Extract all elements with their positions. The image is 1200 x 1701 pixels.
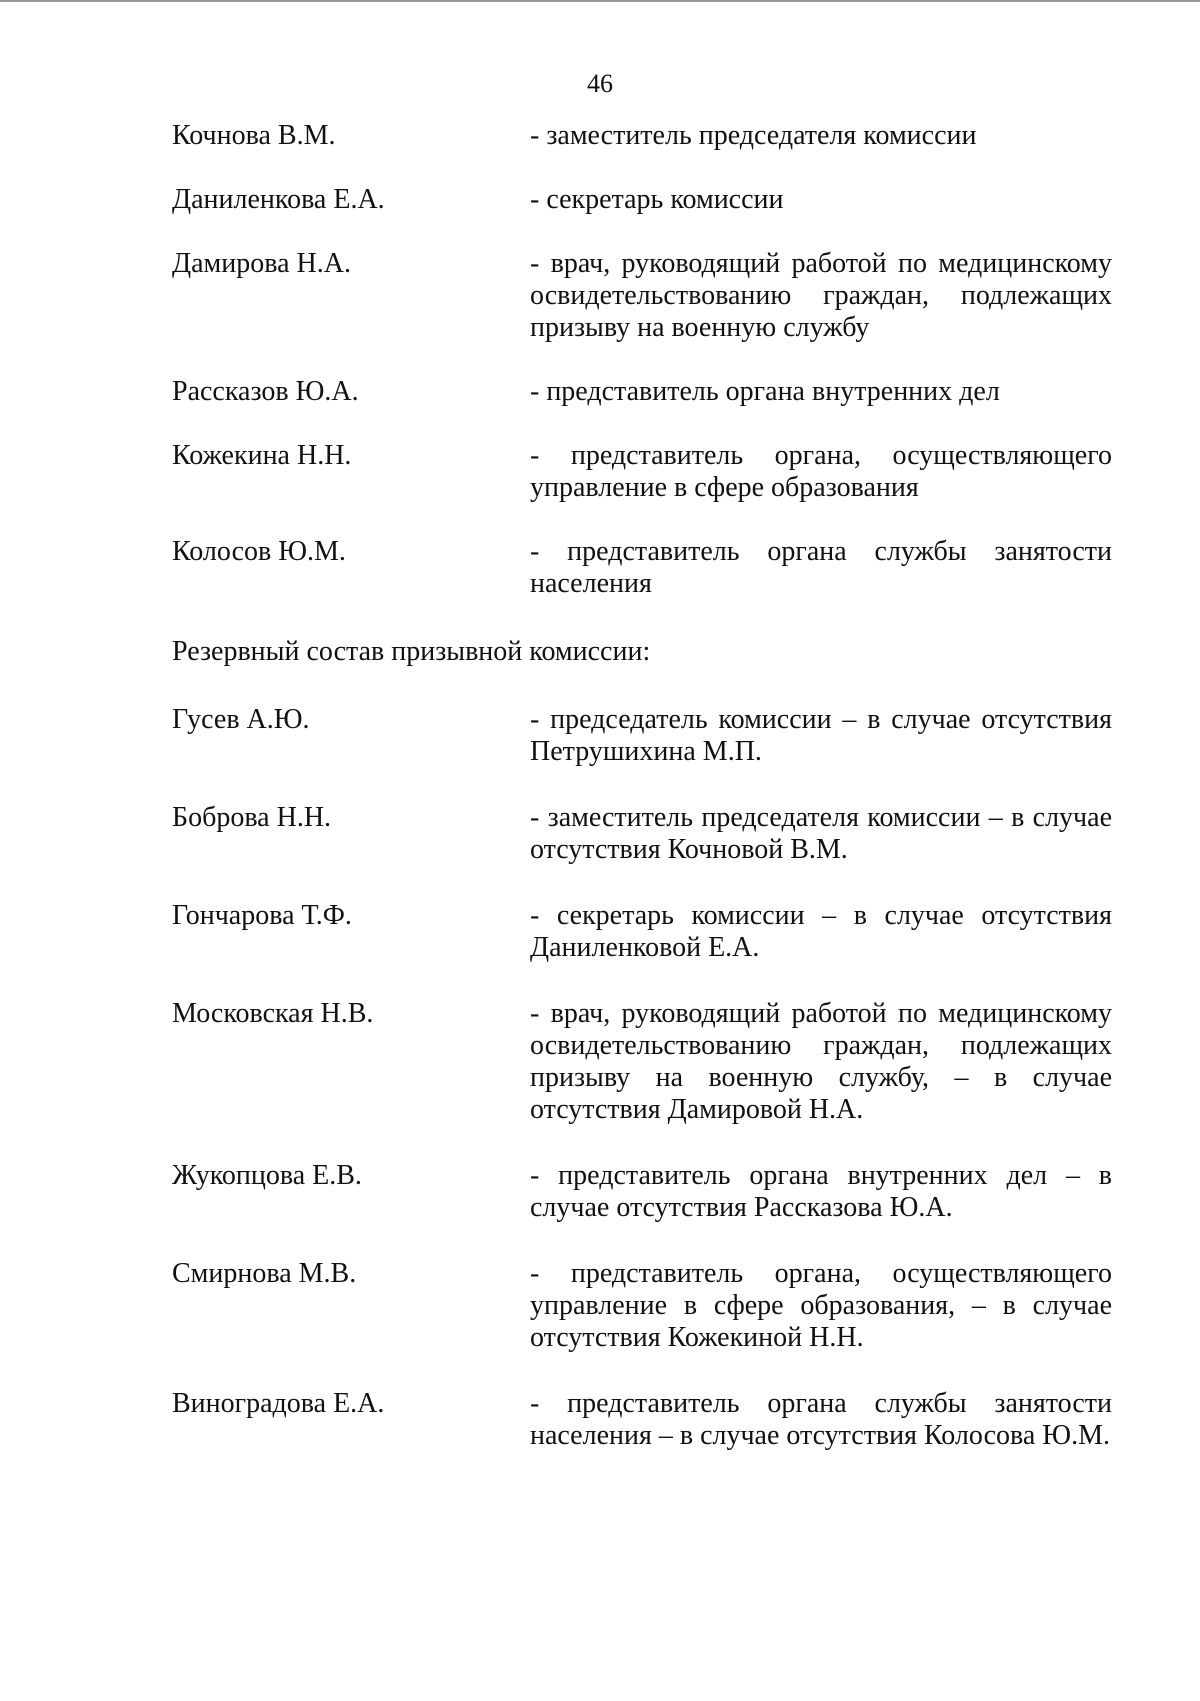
member-name: Кочнова В.М. <box>172 120 336 151</box>
member-role: - заместитель председателя комиссии <box>530 120 977 151</box>
member-name: Смирнова М.В. <box>172 1258 357 1289</box>
member-name: Дамирова Н.А. <box>172 248 351 279</box>
list-item <box>172 440 1112 504</box>
commission-list <box>172 120 1112 1452</box>
member-role: - представитель органа службы занятости населения – в случае отсутствия Колосова Ю.М. <box>530 1388 1112 1451</box>
list-item <box>172 998 1112 1126</box>
page-number: 46 <box>587 69 613 98</box>
member-name: Жукопцова Е.В. <box>172 1160 362 1191</box>
member-role: - заместитель председателя комиссии – в случае отсутствия Кочновой В.М. <box>530 802 1112 865</box>
member-role: - врач, руководящий работой по медицинскому освидетельствованию граждан, подлежащих призыву на военную службу <box>530 248 1112 343</box>
list-item <box>172 704 1112 768</box>
member-name: Кожекина Н.Н. <box>172 440 352 471</box>
member-name: Даниленкова Е.А. <box>172 184 385 215</box>
member-name: Гончарова Т.Ф. <box>172 900 352 931</box>
member-role: - представитель органа службы занятости населения <box>530 536 1112 599</box>
member-role: - секретарь комиссии – в случае отсутствия Даниленковой Е.А. <box>530 900 1112 963</box>
reserve-heading: Резервный состав призывной комиссии: <box>172 636 651 667</box>
scan-edge <box>0 0 1200 2</box>
list-item <box>172 120 1112 152</box>
member-role: - представитель органа, осуществляющего управление в сфере образования <box>530 440 1112 503</box>
member-role: - представитель органа внутренних дел <box>530 376 1000 407</box>
member-name: Боброва Н.Н. <box>172 802 332 833</box>
member-role: - представитель органа, осуществляющего управление в сфере образования, – в случае отсутствия Кожекиной Н.Н. <box>530 1258 1112 1353</box>
list-item <box>172 376 1112 408</box>
member-name: Московская Н.В. <box>172 998 374 1029</box>
list-item <box>172 184 1112 216</box>
list-item <box>172 1160 1112 1224</box>
member-name: Колосов Ю.М. <box>172 536 346 567</box>
member-role: - представитель органа внутренних дел – в случае отсутствия Рассказова Ю.А. <box>530 1160 1112 1223</box>
list-item <box>172 1258 1112 1354</box>
member-role: - врач, руководящий работой по медицинскому освидетельствованию граждан, подлежащих призыву на военную службу, – в случае отсутствия Дамировой Н.А. <box>530 998 1112 1125</box>
list-item <box>172 802 1112 866</box>
member-role: - секретарь комиссии <box>530 184 784 215</box>
member-name: Рассказов Ю.А. <box>172 376 359 407</box>
list-item <box>172 1388 1112 1452</box>
list-item <box>172 900 1112 964</box>
list-item <box>172 248 1112 344</box>
member-role: - председатель комиссии – в случае отсутствия Петрушихина М.П. <box>530 704 1112 767</box>
member-name: Виноградова Е.А. <box>172 1388 385 1419</box>
list-item <box>172 536 1112 600</box>
member-name: Гусев А.Ю. <box>172 704 310 735</box>
